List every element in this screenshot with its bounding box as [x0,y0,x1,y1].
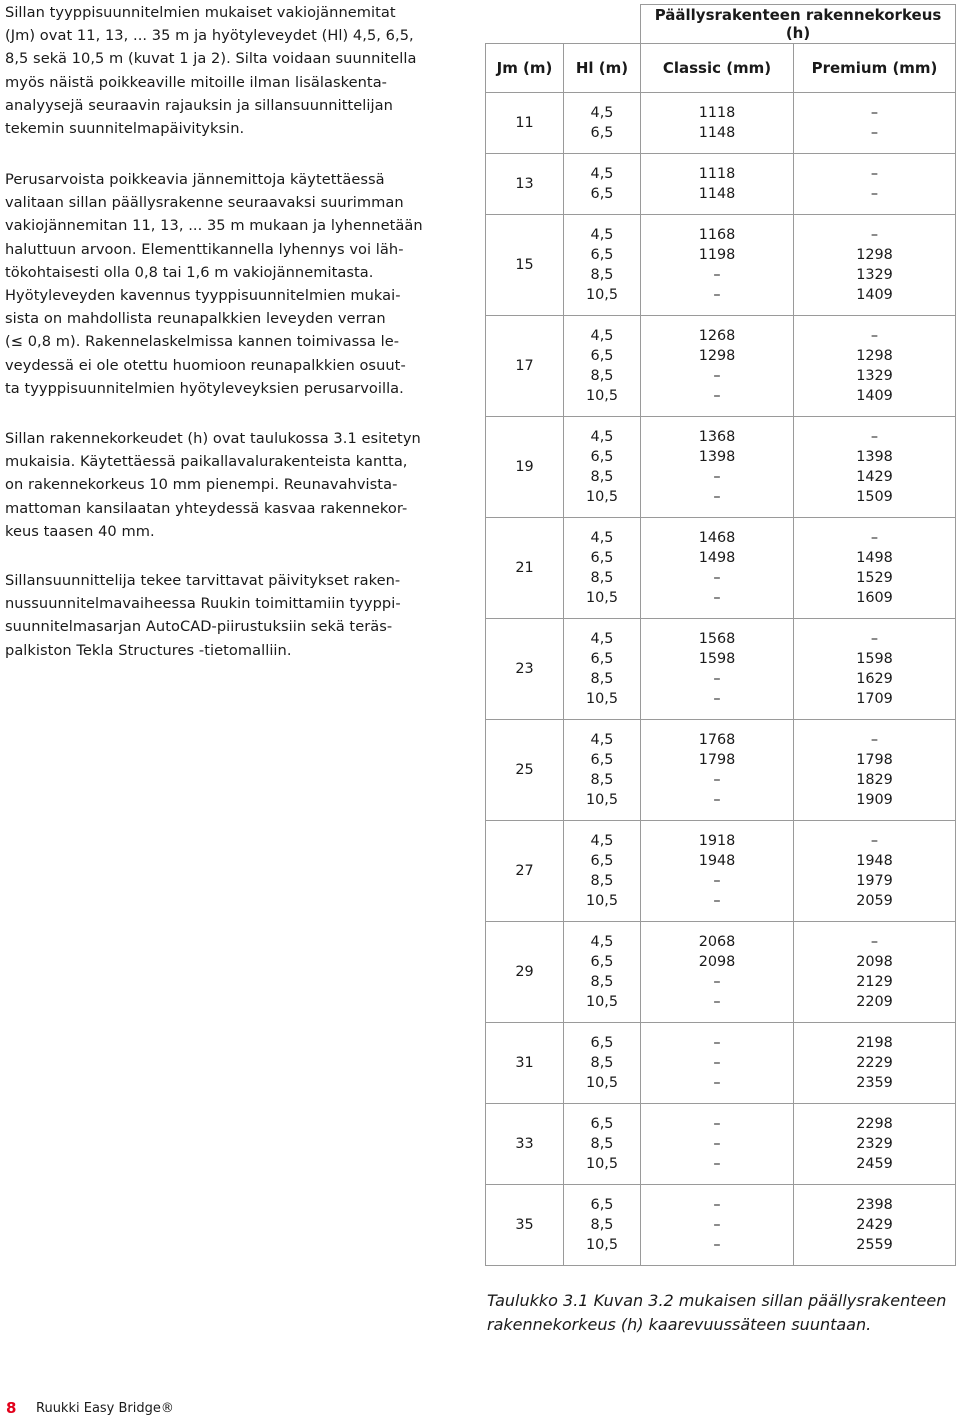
hl-value: 10,5 [585,1156,619,1173]
classic-value: 1598 [698,650,736,667]
column-header-jm: Jm (m) [486,44,564,93]
cell-hl-values [564,154,641,215]
classic-value: – [713,873,721,889]
table-row [486,93,956,154]
hl-value: 8,5 [590,772,614,788]
text-line: keus taasen 40 mm. [5,522,155,540]
hl-value: 6,5 [590,751,614,768]
classic-value: 1948 [698,852,736,869]
cell-premium-values [794,619,956,720]
premium-value: 2129 [856,974,893,990]
hl-value: 10,5 [585,792,619,809]
text-line: veydessä ei ole otettu huomioon reunapalkkien osuut- [5,356,406,374]
premium-value: 1598 [856,650,893,667]
text-line: ta tyyppisuunnitelmien hyötyleveyksien perusarvoilla. [5,379,404,397]
hl-value: 8,5 [590,570,614,586]
hl-value: 8,5 [590,974,614,990]
classic-value: – [713,974,721,990]
text-line: Sillan tyyppisuunnitelmien mukaiset vakiojännemitat [5,4,396,21]
cell-span-length: 13 [486,154,564,215]
cell-span-length: 31 [486,1023,564,1104]
column-header-premium: Premium (mm) [794,44,956,93]
text-line: vakiojännemitan 11, 13, ... 35 m mukaan ja lyhennetään [5,217,423,235]
hl-value: 4,5 [590,731,614,748]
cell-premium-values [794,922,956,1023]
cell-classic-values [641,821,794,922]
cell-premium-values [794,154,956,215]
cell-classic-values [641,518,794,619]
premium-value: – [870,933,879,950]
classic-value: – [713,590,721,607]
hl-value: 8,5 [590,1135,614,1152]
premium-value: 2059 [856,893,893,910]
premium-value: 1709 [856,691,893,708]
classic-value: – [713,772,721,788]
paragraph-structural-height [5,427,421,543]
hl-value: 10,5 [585,994,619,1011]
classic-value: – [713,1156,721,1173]
table-body [486,93,956,1266]
hl-value: 10,5 [585,287,619,304]
column-header-hl: Hl (m) [564,44,641,93]
classic-value: 1918 [698,832,736,849]
classic-value: 1148 [698,186,736,202]
classic-value: – [713,671,721,687]
cell-premium-values [794,215,956,316]
cell-classic-values [641,922,794,1023]
text-line: Perusarvoista poikkeavia jännemittoja käytettäessä [5,171,385,188]
hl-value: 8,5 [590,873,614,889]
hl-value: 6,5 [590,549,614,566]
premium-value: – [870,630,879,647]
premium-value: – [870,428,879,445]
classic-value: – [713,388,721,405]
cell-classic-values [641,1185,794,1266]
premium-value: 1529 [856,570,893,586]
premium-value: – [870,125,879,141]
cell-hl-values [564,619,641,720]
classic-value: 1118 [698,165,736,182]
premium-value: 2398 [856,1196,893,1213]
premium-value: – [870,165,879,182]
classic-value: 1398 [698,448,736,465]
cell-premium-values [794,1104,956,1185]
premium-value: 1629 [856,671,893,687]
text-line: analyysejä seuraavin rajauksin ja sillansuunnittelijan [5,96,393,114]
classic-value: – [713,691,721,708]
classic-value: 1168 [698,226,736,243]
text-line: palkiston Tekla Structures -tietomalliin. [5,641,292,659]
table-row [486,1185,956,1266]
hl-value: 8,5 [590,1216,614,1233]
text-line: Sillan rakennekorkeudet (h) ovat taulukossa 3.1 esitetyn [5,430,421,447]
cell-premium-values [794,1023,956,1104]
table-row [486,1104,956,1185]
classic-value: – [713,287,721,304]
premium-value: 2229 [856,1054,893,1071]
premium-value: 1409 [856,388,893,405]
premium-value: 1609 [856,590,893,607]
cell-span-length: 35 [486,1185,564,1266]
classic-value: – [713,994,721,1011]
classic-value: 1198 [698,246,736,263]
hl-value: 4,5 [590,327,614,344]
text-line: mukaisia. Käytettäessä paikallavalurakenteista kantta, [5,453,408,471]
premium-value: 1909 [856,792,893,809]
premium-value: 1798 [856,751,893,768]
premium-value: 1498 [856,549,893,566]
hl-value: 10,5 [585,691,619,708]
table-row [486,215,956,316]
hl-value: 6,5 [590,953,614,970]
footer-brand: Ruukki Easy Bridge® [36,1400,174,1416]
hl-value: 10,5 [585,489,619,506]
classic-value: 1118 [698,104,736,121]
text-line: (≤ 0,8 m). Rakennelaskelmissa kannen toimivassa le- [5,333,400,351]
classic-value: 1298 [698,347,736,364]
cell-classic-values [641,720,794,821]
hl-value: 8,5 [590,469,614,485]
table-row [486,821,956,922]
classic-value: 2068 [698,933,736,950]
hl-value: 4,5 [590,226,614,243]
table-row [486,154,956,215]
text-line: nussuunnitelmavaiheessa Ruukin toimittamiin tyyppi- [5,595,401,613]
premium-value: – [870,832,879,849]
premium-value: – [870,731,879,748]
paragraph-designer-updates [5,569,401,662]
premium-value: 2559 [856,1237,893,1254]
hl-value: 4,5 [590,104,614,121]
table-row [486,922,956,1023]
cell-hl-values [564,417,641,518]
cell-hl-values [564,720,641,821]
hl-value: 4,5 [590,630,614,647]
premium-value: 2459 [856,1156,893,1173]
premium-value: 2429 [856,1216,893,1233]
text-line: tökohtaisesti olla 0,8 tai 1,6 m vakiojännemitasta. [5,263,374,281]
cell-premium-values [794,720,956,821]
text-line: myös näistä poikkeaville mitoille ilman lisälaskenta- [5,73,388,91]
classic-value: – [713,267,721,283]
paragraph-standard-dimensions [5,1,417,140]
table-row [486,720,956,821]
classic-value: 1468 [698,529,736,546]
cell-span-length: 19 [486,417,564,518]
cell-hl-values [564,1185,641,1266]
text-line: sista on mahdollista reunapalkkien leveyden verran [5,310,386,328]
hl-value: 4,5 [590,933,614,950]
cell-hl-values [564,1104,641,1185]
classic-value: – [713,893,721,910]
classic-value: – [713,368,721,384]
cell-span-length: 23 [486,619,564,720]
classic-value: 1768 [698,731,736,748]
cell-premium-values [794,518,956,619]
table-row [486,417,956,518]
hl-value: 10,5 [585,1075,619,1092]
classic-value: 1798 [698,751,736,768]
cell-span-length: 33 [486,1104,564,1185]
hl-value: 8,5 [590,368,614,384]
cell-classic-values [641,215,794,316]
text-line: mattoman kansilaatan yhteydessä kasvaa rakennekor- [5,499,408,517]
table-caption [487,1289,960,1337]
premium-value: 1829 [856,772,893,788]
classic-value: – [713,1054,721,1071]
cell-hl-values [564,1023,641,1104]
classic-value: – [713,1034,721,1051]
cell-hl-values [564,922,641,1023]
classic-value: – [713,1196,721,1213]
classic-value: 1148 [698,125,736,141]
paragraph-span-deviation [5,168,423,400]
premium-value: 1979 [856,873,893,889]
hl-value: 6,5 [590,347,614,364]
cell-span-length: 27 [486,821,564,922]
page-footer [6,1398,174,1418]
hl-value: 6,5 [590,1196,614,1213]
premium-value: 1298 [856,246,893,263]
classic-value: – [713,1135,721,1152]
premium-value: 2329 [856,1135,893,1152]
cell-premium-values [794,1185,956,1266]
hl-value: 10,5 [585,1237,619,1254]
hl-value: 4,5 [590,165,614,182]
column-header-classic: Classic (mm) [641,44,794,93]
premium-value: 1298 [856,347,893,364]
hl-value: 10,5 [585,590,619,607]
hl-value: 4,5 [590,428,614,445]
premium-value: 1948 [856,852,893,869]
cell-classic-values [641,1104,794,1185]
classic-value: – [713,1237,721,1254]
cell-classic-values [641,316,794,417]
cell-hl-values [564,93,641,154]
cell-premium-values [794,821,956,922]
premium-value: 2359 [856,1075,893,1092]
hl-value: 6,5 [590,448,614,465]
premium-value: – [870,226,879,243]
premium-value: – [870,529,879,546]
cell-span-length: 25 [486,720,564,821]
cell-span-length: 29 [486,922,564,1023]
hl-value: 8,5 [590,671,614,687]
classic-value: – [713,1216,721,1233]
cell-premium-values [794,417,956,518]
empty-header-cell [486,5,564,44]
hl-value: 6,5 [590,650,614,667]
hl-value: 4,5 [590,529,614,546]
table-row [486,619,956,720]
premium-value: – [870,327,879,344]
cell-hl-values [564,518,641,619]
hl-value: 6,5 [590,246,614,263]
text-line: Sillansuunnittelija tekee tarvittavat päivitykset raken- [5,572,401,589]
cell-premium-values [794,316,956,417]
structural-height-table [485,4,956,1266]
hl-value: 6,5 [590,125,614,141]
cell-hl-values [564,821,641,922]
text-line: haluttuun arvoon. Elementtikannella lyhennys voi läh- [5,240,404,258]
classic-value: – [713,792,721,809]
classic-value: – [713,1115,721,1132]
premium-value: – [870,186,879,202]
premium-value: 2209 [856,994,893,1011]
classic-value: – [713,489,721,506]
hl-value: 8,5 [590,1054,614,1071]
premium-value: 1409 [856,287,893,304]
text-line: valitaan sillan päällysrakenne seuraavaksi suurimman [5,194,404,212]
text-line: Hyötyleveyden kavennus tyyppisuunnitelmien mukai- [5,287,401,305]
classic-value: – [713,570,721,586]
classic-value: 2098 [698,953,736,970]
hl-value: 6,5 [590,1115,614,1132]
text-line: (Jm) ovat 11, 13, ... 35 m ja hyötyleveydet (Hl) 4,5, 6,5, [5,27,414,45]
group-header-structural-height: Päällysrakenteen rakennekorkeus (h) [641,5,956,44]
premium-value: – [870,104,879,121]
cell-hl-values [564,316,641,417]
premium-value: 1398 [856,448,893,465]
cell-classic-values [641,417,794,518]
premium-value: 1329 [856,368,893,384]
table-row [486,518,956,619]
cell-hl-values [564,215,641,316]
cell-span-length: 17 [486,316,564,417]
premium-value: 1509 [856,489,893,506]
classic-value: 1368 [698,428,736,445]
cell-span-length: 11 [486,93,564,154]
cell-premium-values [794,93,956,154]
classic-value: 1498 [698,549,736,566]
hl-value: 6,5 [590,1034,614,1051]
premium-value: 1329 [856,267,893,283]
premium-value: 1429 [856,469,893,485]
cell-classic-values [641,93,794,154]
text-line: tekemin suunnitelmapäivityksin. [5,120,245,138]
cell-classic-values [641,154,794,215]
empty-header-cell [564,5,641,44]
cell-classic-values [641,1023,794,1104]
caption-line: Taulukko 3.1 Kuvan 3.2 mukaisen sillan päällysrakenteen [487,1291,947,1310]
text-line: 8,5 sekä 10,5 m (kuvat 1 ja 2). Silta voidaan suunnitella [5,50,417,68]
classic-value: – [713,1075,721,1092]
structural-height-table-container [485,4,955,1263]
hl-value: 4,5 [590,832,614,849]
hl-value: 6,5 [590,186,614,202]
text-line: on rakennekorkeus 10 mm pienempi. Reunavahvista- [5,476,398,494]
caption-line: rakennekorkeus (h) kaarevuussäteen suuntaan. [487,1315,872,1334]
premium-value: 2298 [856,1115,893,1132]
cell-span-length: 21 [486,518,564,619]
hl-value: 10,5 [585,893,619,910]
premium-value: 2098 [856,953,893,970]
cell-classic-values [641,619,794,720]
cell-span-length: 15 [486,215,564,316]
page-number: 8 [6,1399,17,1417]
classic-value: 1568 [698,630,736,647]
classic-value: – [713,469,721,485]
classic-value: 1268 [698,327,736,344]
table-row [486,316,956,417]
hl-value: 6,5 [590,852,614,869]
premium-value: 2198 [856,1034,893,1051]
hl-value: 10,5 [585,388,619,405]
hl-value: 8,5 [590,267,614,283]
text-line: suunnitelmasarjan AutoCAD-piirustuksiin sekä teräs- [5,618,393,636]
table-row [486,1023,956,1104]
